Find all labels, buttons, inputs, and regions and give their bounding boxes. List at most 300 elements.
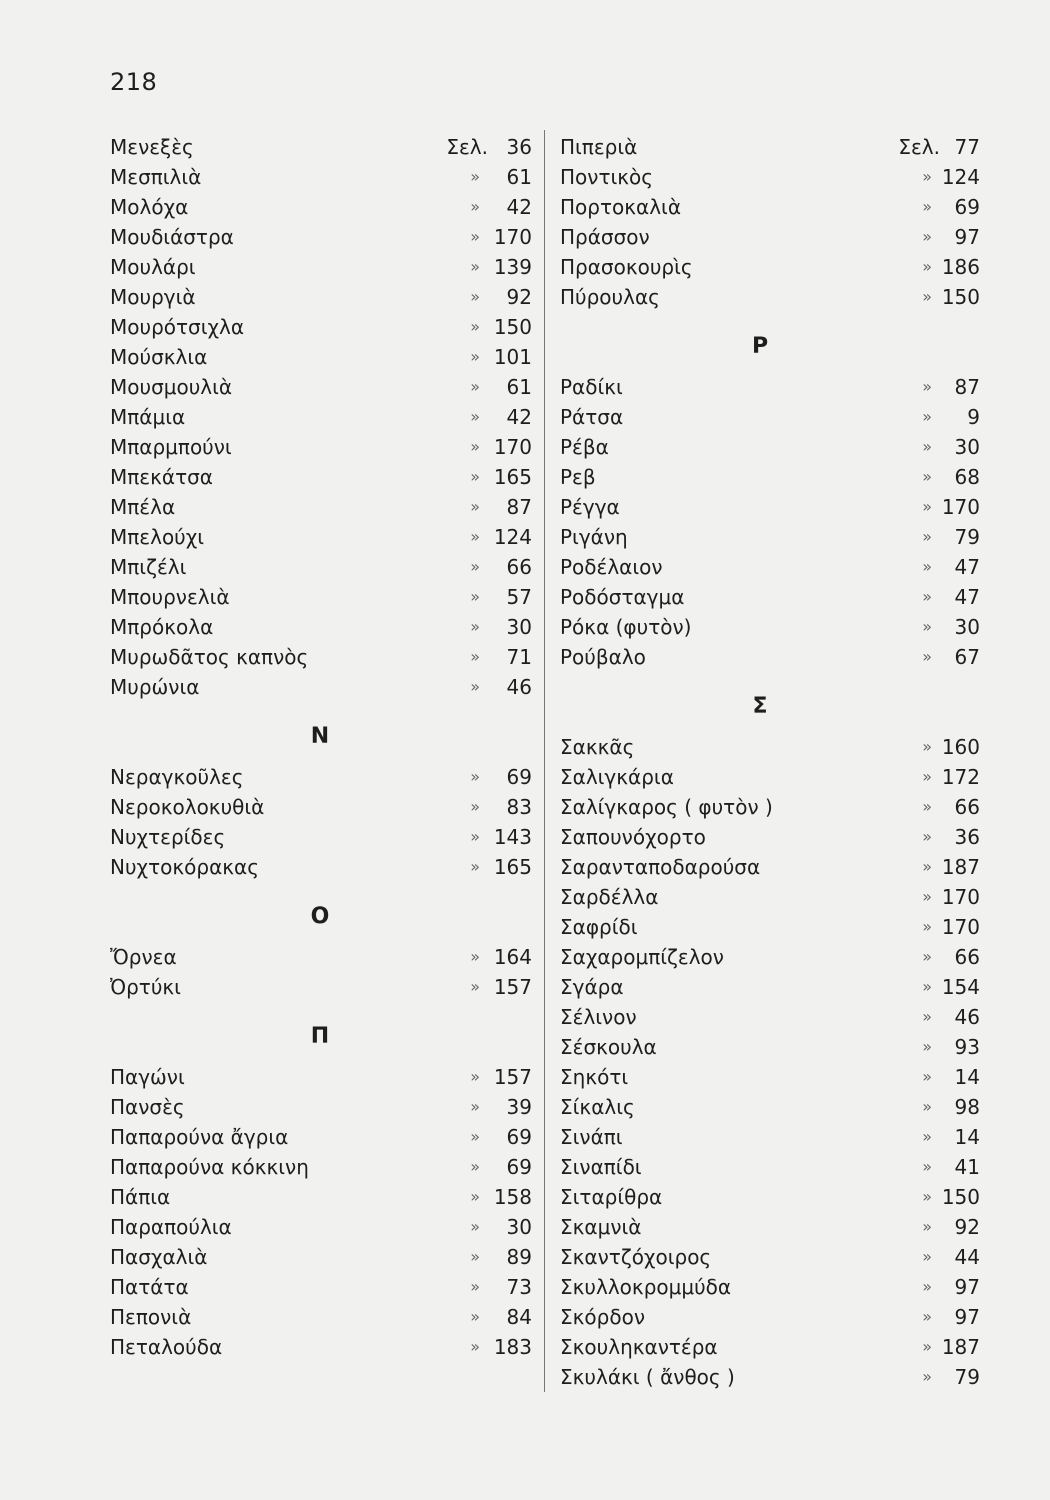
section-letter-heading: Ο bbox=[310, 904, 330, 929]
index-entry bbox=[560, 822, 980, 852]
entry-ditto-mark: » bbox=[470, 467, 480, 486]
entry-ditto-mark: » bbox=[470, 617, 480, 636]
entry-term: Σηκότι bbox=[560, 1065, 629, 1089]
index-entry bbox=[560, 492, 980, 522]
entry-ditto-mark: » bbox=[470, 1307, 480, 1326]
entry-term: Σιταρίθρα bbox=[560, 1185, 663, 1209]
entry-ditto-mark: » bbox=[470, 1067, 480, 1086]
entry-ditto-mark: » bbox=[470, 437, 480, 456]
index-entry bbox=[560, 942, 980, 972]
index-entry bbox=[110, 1242, 532, 1272]
index-entry bbox=[560, 852, 980, 882]
entry-page-number: 101 bbox=[493, 345, 532, 369]
entry-page-number: 47 bbox=[954, 555, 980, 579]
entry-term: Πεταλούδα bbox=[110, 1335, 223, 1359]
entry-term: Σαλιγκάρια bbox=[560, 765, 674, 789]
entry-term: Σκαμνιὰ bbox=[560, 1215, 642, 1239]
entry-page-number: 97 bbox=[954, 225, 980, 249]
entry-ditto-mark: » bbox=[470, 1217, 480, 1236]
entry-term: Μπρόκολα bbox=[110, 615, 214, 639]
index-entry bbox=[110, 132, 532, 162]
entry-term: Πάπια bbox=[110, 1185, 171, 1209]
entry-term: Μουρότσιχλα bbox=[110, 315, 245, 339]
entry-page-number: 87 bbox=[954, 375, 980, 399]
entry-page-number: 42 bbox=[506, 405, 532, 429]
entry-ditto-mark: » bbox=[922, 767, 932, 786]
entry-page-number: 93 bbox=[954, 1035, 980, 1059]
entry-ditto-mark: » bbox=[922, 1157, 932, 1176]
entry-term: Ρέβα bbox=[560, 435, 609, 459]
entry-term: Σιναπίδι bbox=[560, 1155, 642, 1179]
index-entry bbox=[560, 282, 980, 312]
index-entry bbox=[110, 282, 532, 312]
entry-page-number: 124 bbox=[941, 165, 980, 189]
entry-term: Ρέγγα bbox=[560, 495, 620, 519]
index-entry bbox=[560, 612, 980, 642]
entry-ditto-mark: » bbox=[922, 1307, 932, 1326]
index-entry bbox=[560, 1212, 980, 1242]
entry-term: Νεροκολοκυθιὰ bbox=[110, 795, 265, 819]
entry-term: Πύρουλας bbox=[560, 285, 660, 309]
index-entry bbox=[110, 162, 532, 192]
entry-term: Ὀρτύκι bbox=[110, 975, 181, 999]
index-entry bbox=[110, 372, 532, 402]
entry-ditto-mark: » bbox=[470, 797, 480, 816]
entry-term: Μπελούχι bbox=[110, 525, 205, 549]
entry-term: Νυχτερίδες bbox=[110, 825, 226, 849]
index-entry bbox=[560, 1152, 980, 1182]
entry-term: Σακκᾶς bbox=[560, 735, 635, 759]
index-entry bbox=[560, 252, 980, 282]
entry-page-number: 87 bbox=[506, 495, 532, 519]
entry-term: Ροδέλαιον bbox=[560, 555, 663, 579]
entry-term: Πρασοκουρὶς bbox=[560, 255, 693, 279]
entry-page-number: 66 bbox=[506, 555, 532, 579]
index-entry bbox=[560, 1002, 980, 1032]
index-entry bbox=[560, 432, 980, 462]
index-entry bbox=[110, 552, 532, 582]
entry-ditto-mark: » bbox=[470, 317, 480, 336]
entry-page-number: 172 bbox=[941, 765, 980, 789]
entry-term: Σαλίγκαρος ( φυτὸν ) bbox=[560, 795, 773, 819]
entry-page-number: 170 bbox=[941, 885, 980, 909]
entry-ditto-mark: » bbox=[922, 1127, 932, 1146]
entry-page-number: 57 bbox=[506, 585, 532, 609]
entry-term: Σαφρίδι bbox=[560, 915, 638, 939]
entry-term: Πατάτα bbox=[110, 1275, 189, 1299]
entry-term: Σκυλάκι ( ἄνθος ) bbox=[560, 1365, 735, 1389]
entry-ditto-mark: » bbox=[470, 167, 480, 186]
index-entry bbox=[560, 1242, 980, 1272]
entry-ditto-mark: » bbox=[470, 257, 480, 276]
entry-term: Ροδόσταγμα bbox=[560, 585, 685, 609]
entry-page-number: 143 bbox=[493, 825, 532, 849]
entry-ditto-mark: » bbox=[922, 1277, 932, 1296]
entry-page-number: 68 bbox=[954, 465, 980, 489]
entry-ditto-mark: Σελ. bbox=[898, 135, 940, 159]
entry-ditto-mark: » bbox=[470, 377, 480, 396]
entry-page-number: 69 bbox=[506, 1125, 532, 1149]
index-entry bbox=[560, 1302, 980, 1332]
entry-ditto-mark: » bbox=[470, 1247, 480, 1266]
entry-page-number: 30 bbox=[506, 1215, 532, 1239]
left-column bbox=[110, 132, 532, 1392]
entry-page-number: 46 bbox=[954, 1005, 980, 1029]
entry-page-number: 39 bbox=[506, 1095, 532, 1119]
entry-ditto-mark: » bbox=[470, 407, 480, 426]
entry-page-number: 9 bbox=[967, 405, 980, 429]
entry-ditto-mark: » bbox=[922, 467, 932, 486]
entry-term: Παπαρούνα ἄγρια bbox=[110, 1125, 289, 1149]
index-entry bbox=[560, 162, 980, 192]
entry-page-number: 164 bbox=[493, 945, 532, 969]
entry-ditto-mark: » bbox=[922, 1367, 932, 1386]
entry-term: Σαρδέλλα bbox=[560, 885, 659, 909]
entry-term: Σίκαλις bbox=[560, 1095, 635, 1119]
entry-ditto-mark: » bbox=[922, 497, 932, 516]
entry-term: Ρόκα (φυτὸν) bbox=[560, 615, 692, 639]
entry-ditto-mark: » bbox=[922, 1007, 932, 1026]
entry-term: Σαπουνόχορτο bbox=[560, 825, 706, 849]
entry-term: Μπουρνελιὰ bbox=[110, 585, 230, 609]
entry-ditto-mark: » bbox=[922, 1247, 932, 1266]
entry-term: Πασχαλιὰ bbox=[110, 1245, 208, 1269]
entry-ditto-mark: » bbox=[470, 497, 480, 516]
index-entry bbox=[560, 882, 980, 912]
entry-page-number: 83 bbox=[506, 795, 532, 819]
entry-page-number: 139 bbox=[493, 255, 532, 279]
index-entry bbox=[110, 462, 532, 492]
index-entry bbox=[110, 1152, 532, 1182]
entry-page-number: 77 bbox=[954, 135, 980, 159]
entry-term: Μουσμουλιὰ bbox=[110, 375, 233, 399]
entry-term: Μούσκλια bbox=[110, 345, 208, 369]
entry-term: Μεσπιλιὰ bbox=[110, 165, 202, 189]
entry-page-number: 157 bbox=[493, 975, 532, 999]
index-entry bbox=[110, 822, 532, 852]
entry-page-number: 44 bbox=[954, 1245, 980, 1269]
entry-page-number: 79 bbox=[954, 525, 980, 549]
entry-ditto-mark: » bbox=[922, 527, 932, 546]
index-entry bbox=[110, 522, 532, 552]
entry-term: Ριγάνη bbox=[560, 525, 628, 549]
index-entry bbox=[560, 1062, 980, 1092]
entry-term: Μυρωδᾶτος καπνὸς bbox=[110, 645, 309, 669]
index-entry bbox=[560, 402, 980, 432]
index-entry bbox=[110, 1062, 532, 1092]
entry-term: Σκυλλοκρομμύδα bbox=[560, 1275, 732, 1299]
entry-ditto-mark: » bbox=[922, 737, 932, 756]
entry-term: Μουργιὰ bbox=[110, 285, 196, 309]
entry-term: Μολόχα bbox=[110, 195, 189, 219]
entry-ditto-mark: » bbox=[922, 917, 932, 936]
index-entry bbox=[110, 1332, 532, 1362]
entry-page-number: 36 bbox=[506, 135, 532, 159]
index-entry bbox=[110, 582, 532, 612]
index-entry bbox=[560, 222, 980, 252]
index-entry bbox=[110, 972, 532, 1002]
entry-ditto-mark: » bbox=[922, 377, 932, 396]
entry-ditto-mark: » bbox=[922, 827, 932, 846]
entry-page-number: 14 bbox=[954, 1065, 980, 1089]
entry-page-number: 79 bbox=[954, 1365, 980, 1389]
entry-ditto-mark: » bbox=[922, 977, 932, 996]
entry-ditto-mark: » bbox=[922, 617, 932, 636]
entry-ditto-mark: » bbox=[922, 407, 932, 426]
entry-ditto-mark: » bbox=[922, 1217, 932, 1236]
entry-ditto-mark: » bbox=[922, 587, 932, 606]
entry-ditto-mark: » bbox=[470, 827, 480, 846]
index-entry bbox=[110, 342, 532, 372]
index-entry bbox=[560, 132, 980, 162]
index-entry bbox=[110, 402, 532, 432]
entry-ditto-mark: » bbox=[470, 1097, 480, 1116]
entry-page-number: 97 bbox=[954, 1275, 980, 1299]
entry-ditto-mark: » bbox=[470, 347, 480, 366]
entry-term: Μυρώνια bbox=[110, 675, 200, 699]
index-entry bbox=[110, 1092, 532, 1122]
entry-page-number: 41 bbox=[954, 1155, 980, 1179]
index-entry bbox=[110, 1122, 532, 1152]
entry-term: Ραδίκι bbox=[560, 375, 623, 399]
entry-ditto-mark: » bbox=[922, 857, 932, 876]
entry-term: Παραπούλια bbox=[110, 1215, 232, 1239]
entry-page-number: 187 bbox=[941, 855, 980, 879]
entry-term: Πεπονιὰ bbox=[110, 1305, 192, 1329]
entry-ditto-mark: » bbox=[922, 887, 932, 906]
entry-ditto-mark: » bbox=[470, 1157, 480, 1176]
entry-page-number: 14 bbox=[954, 1125, 980, 1149]
entry-page-number: 36 bbox=[954, 825, 980, 849]
section-letter-heading: Ν bbox=[310, 724, 330, 749]
entry-ditto-mark: » bbox=[922, 557, 932, 576]
entry-page-number: 42 bbox=[506, 195, 532, 219]
entry-ditto-mark: » bbox=[922, 257, 932, 276]
entry-ditto-mark: » bbox=[922, 227, 932, 246]
index-entry bbox=[560, 1032, 980, 1062]
entry-term: Σγάρα bbox=[560, 975, 624, 999]
entry-page-number: 183 bbox=[493, 1335, 532, 1359]
entry-page-number: 150 bbox=[941, 285, 980, 309]
entry-term: Μπεκάτσα bbox=[110, 465, 213, 489]
section-letter-heading: Σ bbox=[752, 694, 768, 719]
index-entry bbox=[560, 1092, 980, 1122]
entry-ditto-mark: » bbox=[470, 1127, 480, 1146]
right-column bbox=[560, 132, 980, 1392]
entry-ditto-mark: » bbox=[470, 647, 480, 666]
index-entry bbox=[110, 792, 532, 822]
entry-term: Μουδιάστρα bbox=[110, 225, 234, 249]
entry-term: Σέλινον bbox=[560, 1005, 637, 1029]
index-entry bbox=[560, 372, 980, 402]
entry-term: Σκουληκαντέρα bbox=[560, 1335, 718, 1359]
entry-ditto-mark: » bbox=[922, 437, 932, 456]
entry-page-number: 61 bbox=[506, 375, 532, 399]
entry-term: Πορτοκαλιὰ bbox=[560, 195, 682, 219]
entry-page-number: 150 bbox=[941, 1185, 980, 1209]
entry-term: Σινάπι bbox=[560, 1125, 623, 1149]
entry-ditto-mark: » bbox=[470, 527, 480, 546]
index-entry bbox=[560, 1332, 980, 1362]
entry-page-number: 92 bbox=[506, 285, 532, 309]
entry-term: Ράτσα bbox=[560, 405, 624, 429]
section-letter-heading: Ρ bbox=[751, 334, 769, 359]
index-entry bbox=[560, 762, 980, 792]
index-entry bbox=[110, 492, 532, 522]
entry-ditto-mark: » bbox=[470, 767, 480, 786]
entry-page-number: 30 bbox=[506, 615, 532, 639]
entry-ditto-mark: » bbox=[922, 287, 932, 306]
index-entry bbox=[110, 222, 532, 252]
index-entry bbox=[560, 792, 980, 822]
entry-term: Σκαντζόχοιρος bbox=[560, 1245, 712, 1269]
entry-ditto-mark: » bbox=[470, 677, 480, 696]
entry-page-number: 97 bbox=[954, 1305, 980, 1329]
entry-page-number: 69 bbox=[954, 195, 980, 219]
entry-page-number: 46 bbox=[506, 675, 532, 699]
index-entry bbox=[560, 642, 980, 672]
entry-page-number: 67 bbox=[954, 645, 980, 669]
entry-page-number: 160 bbox=[941, 735, 980, 759]
entry-term: Μενεξὲς bbox=[110, 135, 194, 159]
index-entry bbox=[110, 612, 532, 642]
entry-ditto-mark: » bbox=[470, 287, 480, 306]
entry-ditto-mark: » bbox=[922, 797, 932, 816]
index-entry bbox=[560, 1122, 980, 1152]
page-number: 218 bbox=[110, 68, 158, 96]
entry-ditto-mark: » bbox=[470, 227, 480, 246]
index-entry bbox=[110, 1182, 532, 1212]
entry-term: Παπαρούνα κόκκινη bbox=[110, 1155, 309, 1179]
index-entry bbox=[110, 642, 532, 672]
entry-page-number: 71 bbox=[506, 645, 532, 669]
entry-term: Μπάμια bbox=[110, 405, 186, 429]
entry-page-number: 66 bbox=[954, 945, 980, 969]
entry-term: Ὄρνεα bbox=[110, 945, 177, 969]
index-entry bbox=[110, 312, 532, 342]
entry-term: Παγώνι bbox=[110, 1065, 185, 1089]
entry-term: Σαρανταποδαρούσα bbox=[560, 855, 761, 879]
index-entry bbox=[110, 192, 532, 222]
entry-page-number: 187 bbox=[941, 1335, 980, 1359]
index-entry bbox=[110, 1302, 532, 1332]
index-entry bbox=[110, 252, 532, 282]
entry-page-number: 124 bbox=[493, 525, 532, 549]
index-entry bbox=[110, 852, 532, 882]
index-entry bbox=[560, 192, 980, 222]
index-entry bbox=[560, 1362, 980, 1392]
entry-page-number: 157 bbox=[493, 1065, 532, 1089]
entry-page-number: 73 bbox=[506, 1275, 532, 1299]
entry-page-number: 84 bbox=[506, 1305, 532, 1329]
entry-page-number: 69 bbox=[506, 1155, 532, 1179]
entry-ditto-mark: » bbox=[922, 1187, 932, 1206]
index-entry bbox=[110, 942, 532, 972]
entry-ditto-mark: » bbox=[470, 557, 480, 576]
entry-ditto-mark: » bbox=[922, 167, 932, 186]
index-entry bbox=[560, 972, 980, 1002]
entry-page-number: 165 bbox=[493, 465, 532, 489]
section-letter-heading: Π bbox=[310, 1024, 330, 1049]
entry-ditto-mark: » bbox=[470, 857, 480, 876]
entry-page-number: 92 bbox=[954, 1215, 980, 1239]
index-entry bbox=[560, 462, 980, 492]
entry-page-number: 158 bbox=[493, 1185, 532, 1209]
entry-page-number: 170 bbox=[493, 435, 532, 459]
entry-ditto-mark: » bbox=[470, 1277, 480, 1296]
entry-ditto-mark: » bbox=[470, 587, 480, 606]
entry-page-number: 150 bbox=[493, 315, 532, 339]
entry-ditto-mark: » bbox=[470, 977, 480, 996]
entry-term: Πιπεριὰ bbox=[560, 135, 638, 159]
entry-page-number: 170 bbox=[941, 495, 980, 519]
entry-term: Ρεβ bbox=[560, 465, 596, 489]
entry-page-number: 98 bbox=[954, 1095, 980, 1119]
entry-ditto-mark: » bbox=[470, 947, 480, 966]
entry-term: Μουλάρι bbox=[110, 255, 196, 279]
entry-term: Πανσὲς bbox=[110, 1095, 185, 1119]
column-divider bbox=[544, 130, 545, 1392]
entry-page-number: 89 bbox=[506, 1245, 532, 1269]
entry-page-number: 30 bbox=[954, 615, 980, 639]
index-entry bbox=[560, 582, 980, 612]
entry-ditto-mark: » bbox=[470, 1187, 480, 1206]
index-entry bbox=[560, 1182, 980, 1212]
entry-page-number: 61 bbox=[506, 165, 532, 189]
entry-ditto-mark: » bbox=[922, 197, 932, 216]
entry-page-number: 66 bbox=[954, 795, 980, 819]
index-entry bbox=[560, 552, 980, 582]
index-entry bbox=[110, 672, 532, 702]
entry-ditto-mark: » bbox=[922, 1067, 932, 1086]
index-entry bbox=[560, 732, 980, 762]
entry-page-number: 69 bbox=[506, 765, 532, 789]
entry-term: Σκόρδον bbox=[560, 1305, 645, 1329]
entry-ditto-mark: Σελ. bbox=[446, 135, 488, 159]
index-entry bbox=[560, 522, 980, 552]
index-entry bbox=[560, 1272, 980, 1302]
entry-page-number: 154 bbox=[941, 975, 980, 999]
entry-page-number: 170 bbox=[493, 225, 532, 249]
entry-term: Μπαρμπούνι bbox=[110, 435, 232, 459]
entry-term: Νεραγκοῦλες bbox=[110, 765, 244, 789]
entry-term: Πράσσον bbox=[560, 225, 650, 249]
entry-term: Σαχαρομπίζελον bbox=[560, 945, 724, 969]
entry-term: Σέσκουλα bbox=[560, 1035, 657, 1059]
entry-page-number: 165 bbox=[493, 855, 532, 879]
entry-term: Μπιζέλι bbox=[110, 555, 187, 579]
entry-ditto-mark: » bbox=[922, 1337, 932, 1356]
index-entry bbox=[110, 762, 532, 792]
entry-ditto-mark: » bbox=[470, 1337, 480, 1356]
entry-page-number: 30 bbox=[954, 435, 980, 459]
index-entry bbox=[560, 912, 980, 942]
index-entry bbox=[110, 1272, 532, 1302]
entry-ditto-mark: » bbox=[470, 197, 480, 216]
entry-term: Νυχτοκόρακας bbox=[110, 855, 259, 879]
entry-page-number: 47 bbox=[954, 585, 980, 609]
entry-term: Μπέλα bbox=[110, 495, 176, 519]
entry-page-number: 170 bbox=[941, 915, 980, 939]
entry-term: Ρούβαλο bbox=[560, 645, 646, 669]
entry-ditto-mark: » bbox=[922, 647, 932, 666]
entry-term: Ποντικὸς bbox=[560, 165, 654, 189]
index-entry bbox=[110, 1212, 532, 1242]
index-entry bbox=[110, 432, 532, 462]
entry-ditto-mark: » bbox=[922, 1037, 932, 1056]
entry-page-number: 186 bbox=[941, 255, 980, 279]
entry-ditto-mark: » bbox=[922, 947, 932, 966]
